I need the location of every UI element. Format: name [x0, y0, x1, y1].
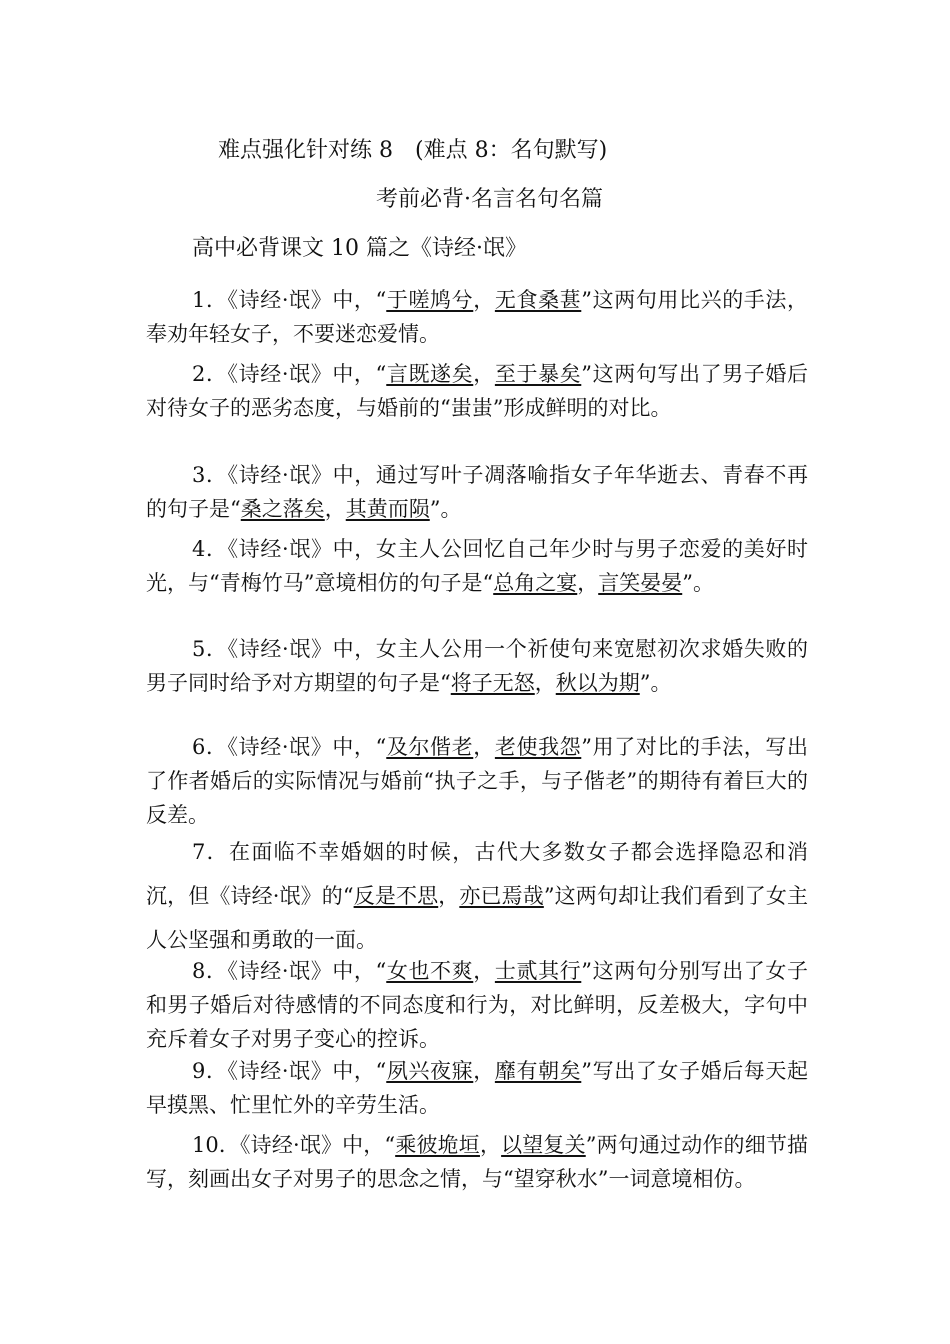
- answer-blank: 于嗟鸠兮: [386, 288, 474, 312]
- answer-blank: 夙兴夜寐: [386, 1059, 474, 1083]
- answer-blank: 女也不爽: [386, 959, 474, 983]
- list-item: 6．《诗经·氓》中，“及尔偕老，老使我怨”用了对比的手法，写出了作者婚后的实际情况与婚前“执子之手，与子偕老”的期待有着巨大的反差。: [146, 735, 809, 827]
- answer-blank: 言既遂矣: [386, 362, 474, 386]
- answer-blank: 以望复关: [501, 1133, 586, 1157]
- list-item: 2．《诗经·氓》中，“言既遂矣，至于暴矣”这两句写出了男子婚后对待女子的恶劣态度，与婚前的“蚩蚩”形成鲜明的对比。: [146, 362, 809, 420]
- list-item: 10．《诗经·氓》中，“乘彼垝垣，以望复关”两句通过动作的细节描写，刻画出女子对男子的思念之情，与“望穿秋水”一词意境相仿。: [146, 1133, 809, 1191]
- answer-blank: 乘彼垝垣: [395, 1133, 480, 1157]
- list-item: 8．《诗经·氓》中，“女也不爽，士贰其行”这两句分别写出了女子和男子婚后对待感情的不同态度和行为，对比鲜明，反差极大，字句中充斥着女子对男子变心的控诉。: [146, 959, 809, 1051]
- page-subtitle: 考前必背·名言名句名篇: [376, 187, 603, 212]
- answer-blank: 总角之宴: [493, 571, 578, 595]
- list-item: 7．在面临不幸婚姻的时候，古代大多数女子都会选择隐忍和消沉，但《诗经·氓》的“反是不思，亦已焉哉”这两句却让我们看到了女主人公坚强和勇敢的一面。: [146, 840, 808, 952]
- answer-blank: 其黄而陨: [345, 497, 430, 521]
- section-title: 高中必背课文 10 篇之《诗经·氓》: [192, 236, 527, 261]
- answer-blank: 亦已焉哉: [459, 884, 544, 908]
- answer-blank: 言笑晏晏: [598, 571, 683, 595]
- answer-blank: 秋以为期: [555, 671, 640, 695]
- answer-blank: 反是不思: [353, 884, 439, 908]
- list-item: 4．《诗经·氓》中，女主人公回忆自己年少时与男子恋爱的美好时光，与“青梅竹马”意境相仿的句子是“总角之宴，言笑晏晏”。: [146, 537, 808, 595]
- list-item: 3．《诗经·氓》中，通过写叶子凋落喻指女子年华逝去、青春不再的句子是“桑之落矣，其黄而陨”。: [146, 463, 808, 521]
- answer-blank: 至于暴矣: [494, 362, 582, 386]
- answer-blank: 士贰其行: [494, 959, 582, 983]
- answer-blank: 桑之落矣: [240, 497, 325, 521]
- answer-blank: 将子无怒: [450, 671, 535, 695]
- list-item: 9．《诗经·氓》中，“夙兴夜寐，靡有朝矣”写出了女子婚后每天起早摸黑、忙里忙外的辛劳生活。: [146, 1059, 809, 1117]
- answer-blank: 靡有朝矣: [494, 1059, 582, 1083]
- answer-blank: 老使我怨: [494, 735, 582, 759]
- list-item: 5．《诗经·氓》中，女主人公用一个祈使句来宽慰初次求婚失败的男子同时给予对方期望的句子是“将子无怒，秋以为期”。: [146, 637, 808, 695]
- answer-blank: 及尔偕老: [386, 735, 474, 759]
- list-item: 1．《诗经·氓》中，“于嗟鸠兮，无食桑葚”这两句用比兴的手法，奉劝年轻女子，不要迷恋爱情。: [146, 288, 809, 346]
- page-title: 难点强化针对练 8 (难点 8：名句默写): [218, 138, 608, 163]
- answer-blank: 无食桑葚: [494, 288, 582, 312]
